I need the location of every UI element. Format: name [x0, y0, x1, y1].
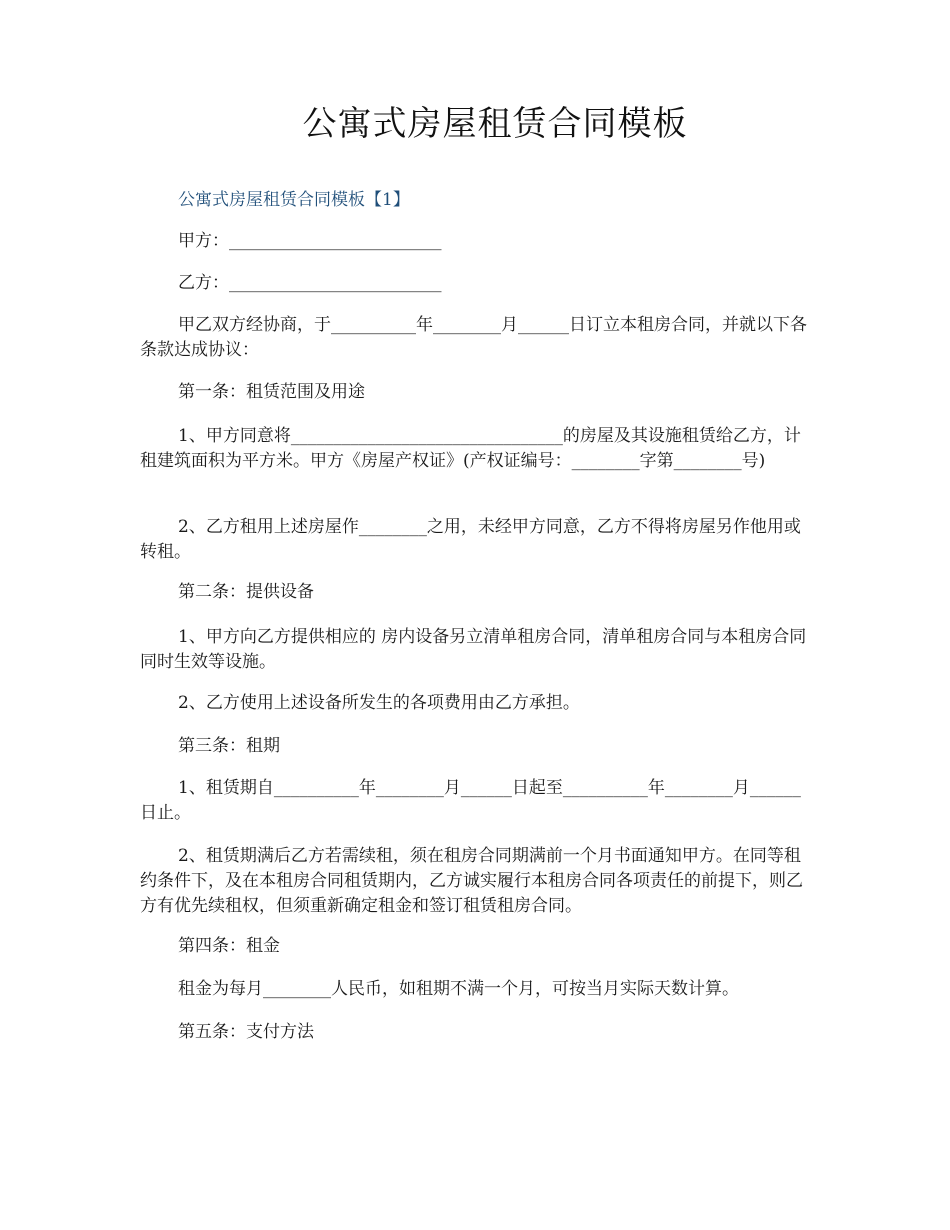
document-title: 公寓式房屋租赁合同模板	[302, 104, 688, 144]
article-1-heading: 第一条：租赁范围及用途	[178, 382, 365, 402]
article-2-heading: 第二条：提供设备	[178, 582, 314, 602]
section-heading-link[interactable]: 公寓式房屋租赁合同模板【1】	[178, 190, 410, 210]
party-a-line: 甲方：_________________________	[178, 231, 442, 251]
article-3-heading: 第三条：租期	[178, 736, 280, 756]
party-b-line: 乙方：_________________________	[178, 273, 442, 293]
article-2-clause-2: 2、乙方使用上述设备所发生的各项费用由乙方承担。	[178, 693, 580, 713]
agreement-intro-paragraph: 甲乙双方经协商，于__________年________月______日订立本租房合同，并就以下各条款达成协议：	[140, 315, 807, 360]
article-4-heading: 第四条：租金	[178, 936, 280, 956]
article-2-clause-1: 1、甲方向乙方提供相应的 房内设备另立清单租房合同，清单租房合同与本租房合同同时生效等设施。	[140, 627, 807, 672]
article-1-clause-1: 1、甲方同意将________________________________的房屋及其设施租赁给乙方，计租建筑面积为平方米。甲方《房屋产权证》(产权证编号：________字第________号)	[140, 426, 801, 471]
article-5-heading: 第五条：支付方法	[178, 1022, 314, 1042]
article-4-clause: 租金为每月________人民币，如租期不满一个月，可按当月实际天数计算。	[178, 979, 739, 999]
article-3-clause-1: 1、租赁期自__________年________月______日起至__________年________月______日止。	[140, 778, 801, 823]
article-1-clause-2: 2、乙方租用上述房屋作________之用，未经甲方同意，乙方不得将房屋另作他用或转租。	[140, 517, 801, 562]
article-3-clause-2: 2、租赁期满后乙方若需续租，须在租房合同期满前一个月书面通知甲方。在同等租约条件下，及在本租房合同租赁期内，乙方诚实履行本租房合同各项责任的前提下，则乙方有优先续租权，但须重新确定租金和签订租赁租房合同。	[140, 846, 803, 916]
